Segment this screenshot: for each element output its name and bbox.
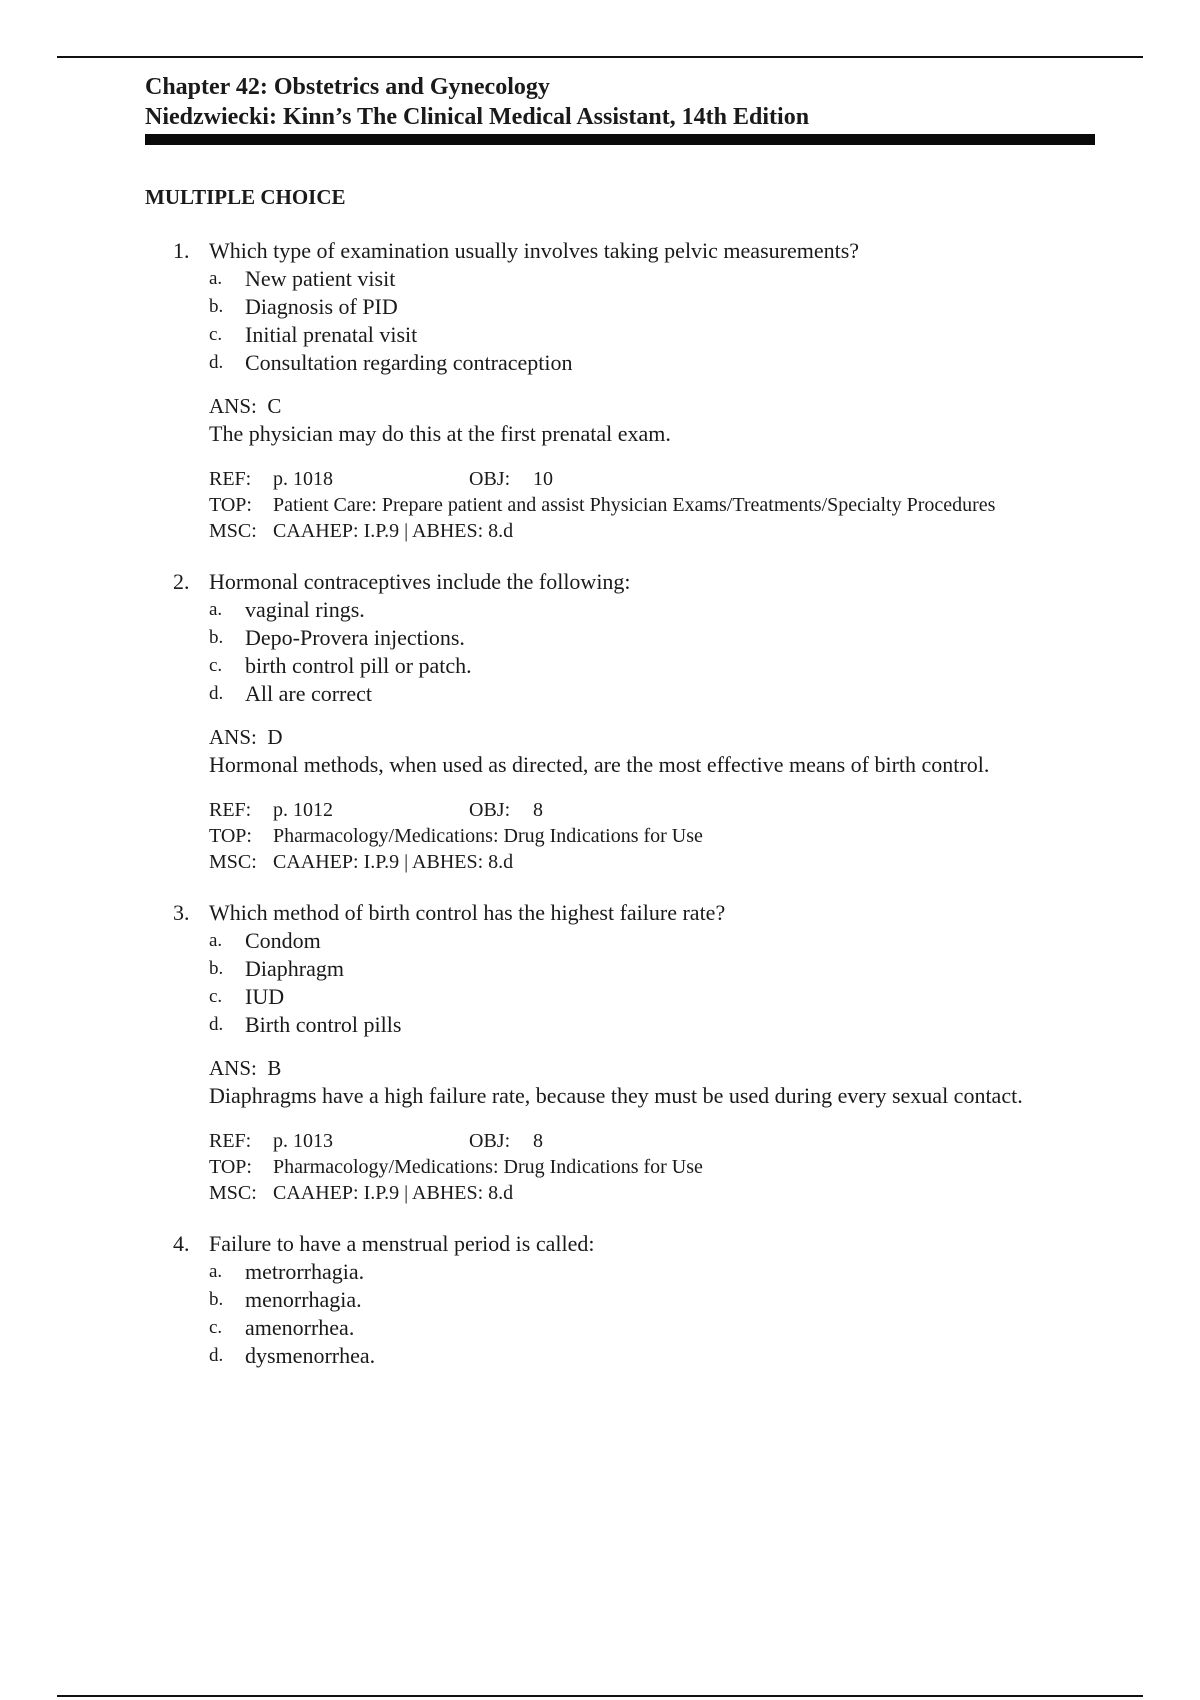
option-letter: a. <box>209 930 223 951</box>
ref-row <box>209 797 1105 823</box>
top-row <box>209 1154 1105 1180</box>
option-list <box>145 596 1105 708</box>
option-list <box>145 265 1105 377</box>
msc-row <box>209 518 1105 544</box>
option-text: All are correct <box>245 681 373 706</box>
option-letter: b. <box>209 296 224 317</box>
option-letter: a. <box>209 268 223 289</box>
option-text: Initial prenatal visit <box>245 322 418 347</box>
msc-value: CAAHEP: I.P.9 | ABHES: 8.d <box>273 1182 514 1204</box>
ref-label: REF: <box>209 468 252 490</box>
obj-label: OBJ: <box>469 1130 511 1152</box>
ref-value: p. 1013 <box>273 1130 333 1152</box>
option-a <box>145 927 1105 955</box>
answer-block <box>145 392 1105 448</box>
document-header <box>145 72 1095 132</box>
header-bar <box>145 134 1095 145</box>
bottom-rule <box>57 1695 1143 1697</box>
answer-value: D <box>267 725 283 749</box>
msc-row <box>209 849 1105 875</box>
option-d <box>145 680 1105 708</box>
option-b <box>145 1286 1105 1314</box>
question-number: 2. <box>173 569 190 594</box>
ref-value: p. 1018 <box>273 468 333 490</box>
top-label: TOP: <box>209 1156 252 1178</box>
ans-label: ANS: <box>209 1056 257 1080</box>
option-letter: d. <box>209 683 224 704</box>
top-label: TOP: <box>209 825 252 847</box>
obj-value: 10 <box>533 468 553 490</box>
question-number: 3. <box>173 900 190 925</box>
option-d <box>145 1011 1105 1039</box>
option-text: Condom <box>245 928 321 953</box>
option-text: Consultation regarding contraception <box>245 350 573 375</box>
option-c <box>145 1314 1105 1342</box>
option-a <box>145 265 1105 293</box>
option-text: menorrhagia. <box>245 1287 362 1312</box>
top-row <box>209 823 1105 849</box>
top-rule <box>57 56 1143 58</box>
option-text: Diagnosis of PID <box>245 294 398 319</box>
metadata <box>145 797 1105 875</box>
option-a <box>145 596 1105 624</box>
option-c <box>145 652 1105 680</box>
option-letter: a. <box>209 1261 223 1282</box>
option-letter: b. <box>209 1289 224 1310</box>
option-text: Diaphragm <box>245 956 344 981</box>
option-d <box>145 1342 1105 1370</box>
answer-value: B <box>267 1056 282 1080</box>
top-label: TOP: <box>209 494 252 516</box>
option-letter: c. <box>209 1317 223 1338</box>
msc-label: MSC: <box>209 1182 257 1204</box>
option-text: amenorrhea. <box>245 1315 355 1340</box>
question-1 <box>145 237 1105 544</box>
top-value: Patient Care: Prepare patient and assist Physician Exams/Treatments/Specialty Procedures <box>273 494 996 516</box>
option-text: Depo-Provera injections. <box>245 625 465 650</box>
answer-line <box>209 1054 1105 1082</box>
option-a <box>145 1258 1105 1286</box>
ans-label: ANS: <box>209 725 257 749</box>
ref-value: p. 1012 <box>273 799 333 821</box>
question-text: Failure to have a menstrual period is called: <box>209 1231 595 1256</box>
option-c <box>145 321 1105 349</box>
option-b <box>145 293 1105 321</box>
option-c <box>145 983 1105 1011</box>
obj-label: OBJ: <box>469 799 511 821</box>
section-title: MULTIPLE CHOICE <box>145 185 346 209</box>
option-text: IUD <box>245 984 285 1009</box>
ref-row <box>209 1128 1105 1154</box>
option-letter: c. <box>209 324 223 345</box>
top-value: Pharmacology/Medications: Drug Indications for Use <box>273 1156 703 1178</box>
option-text: metrorrhagia. <box>245 1259 365 1284</box>
question-number: 1. <box>173 238 190 263</box>
obj-label: OBJ: <box>469 468 511 490</box>
question-4 <box>145 1230 1105 1370</box>
option-list <box>145 1258 1105 1370</box>
metadata <box>145 466 1105 544</box>
answer-value: C <box>267 394 282 418</box>
rationale: The physician may do this at the first prenatal exam. <box>209 421 671 446</box>
option-letter: b. <box>209 627 224 648</box>
option-list <box>145 927 1105 1039</box>
option-letter: a. <box>209 599 223 620</box>
book-title: Niedzwiecki: Kinn’s The Clinical Medical Assistant, 14th Edition <box>145 104 810 130</box>
answer-block <box>145 723 1105 779</box>
option-b <box>145 624 1105 652</box>
question-text: Which type of examination usually involves taking pelvic measurements? <box>209 238 860 263</box>
ref-row <box>209 466 1105 492</box>
obj-value: 8 <box>533 799 543 821</box>
question-list <box>145 237 1105 1394</box>
option-d <box>145 349 1105 377</box>
option-letter: c. <box>209 655 223 676</box>
option-text: birth control pill or patch. <box>245 653 472 678</box>
msc-label: MSC: <box>209 520 257 542</box>
rationale: Diaphragms have a high failure rate, because they must be used during every sexual contact. <box>209 1083 1023 1108</box>
question-2 <box>145 568 1105 875</box>
obj-value: 8 <box>533 1130 543 1152</box>
obj-field <box>469 797 543 823</box>
question-text: Which method of birth control has the highest failure rate? <box>209 900 726 925</box>
msc-label: MSC: <box>209 851 257 873</box>
answer-line <box>209 392 1105 420</box>
option-letter: d. <box>209 352 224 373</box>
top-row <box>209 492 1105 518</box>
ref-label: REF: <box>209 799 252 821</box>
question-3 <box>145 899 1105 1206</box>
option-text: New patient visit <box>245 266 396 291</box>
question-number: 4. <box>173 1231 190 1256</box>
msc-row <box>209 1180 1105 1206</box>
question-text: Hormonal contraceptives include the following: <box>209 569 631 594</box>
answer-line <box>209 723 1105 751</box>
option-text: vaginal rings. <box>245 597 365 622</box>
obj-field <box>469 1128 543 1154</box>
option-letter: b. <box>209 958 224 979</box>
obj-field <box>469 466 553 492</box>
option-b <box>145 955 1105 983</box>
option-letter: d. <box>209 1345 224 1366</box>
option-letter: c. <box>209 986 223 1007</box>
metadata <box>145 1128 1105 1206</box>
ref-label: REF: <box>209 1130 252 1152</box>
option-letter: d. <box>209 1014 224 1035</box>
top-value: Pharmacology/Medications: Drug Indications for Use <box>273 825 703 847</box>
option-text: Birth control pills <box>245 1012 402 1037</box>
msc-value: CAAHEP: I.P.9 | ABHES: 8.d <box>273 520 514 542</box>
rationale: Hormonal methods, when used as directed, are the most effective means of birth control. <box>209 752 990 777</box>
ans-label: ANS: <box>209 394 257 418</box>
answer-block <box>145 1054 1105 1110</box>
msc-value: CAAHEP: I.P.9 | ABHES: 8.d <box>273 851 514 873</box>
chapter-title: Chapter 42: Obstetrics and Gynecology <box>145 74 550 100</box>
option-text: dysmenorrhea. <box>245 1343 376 1368</box>
